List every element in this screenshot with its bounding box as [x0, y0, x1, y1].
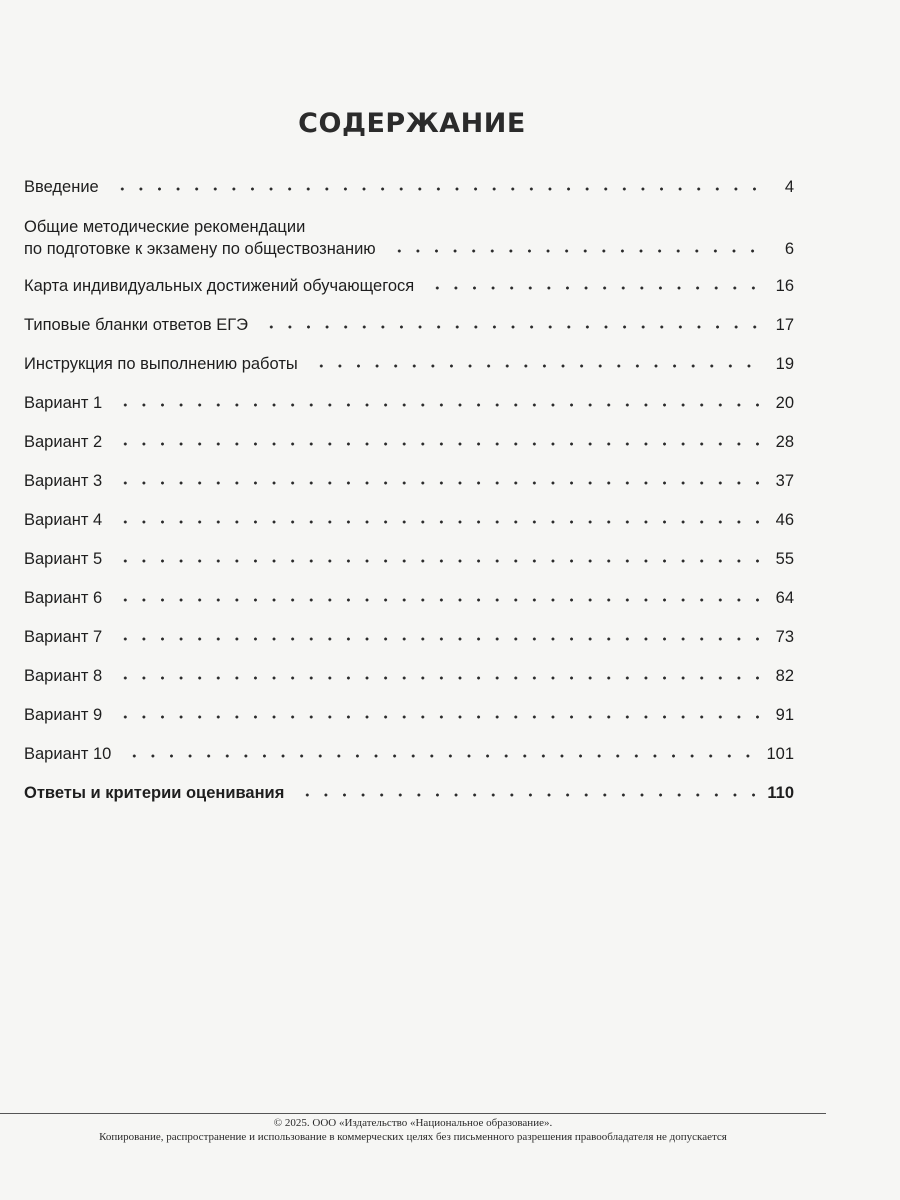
toc-page-number: 73 — [775, 628, 794, 646]
toc-entry — [24, 216, 794, 260]
toc-dot-leader — [110, 480, 765, 486]
toc-page-number: 64 — [775, 589, 794, 607]
toc-entry — [24, 176, 794, 198]
toc-dot-leader — [384, 248, 768, 254]
toc-entry-label: Вариант 1 — [24, 394, 103, 412]
toc-dot-leader — [292, 792, 757, 798]
footer-divider — [0, 1113, 826, 1114]
toc-entry — [24, 743, 794, 765]
toc-page-number: 28 — [775, 433, 794, 451]
toc-entry-label: Вариант 7 — [24, 628, 103, 646]
toc-entry — [24, 392, 794, 414]
toc-page-number: 20 — [775, 394, 794, 412]
toc-dot-leader — [119, 753, 756, 759]
toc-entry — [24, 626, 794, 648]
toc-entry-label: Введение — [24, 178, 99, 196]
toc-page-number: 46 — [775, 511, 794, 529]
toc-page-number: 55 — [775, 550, 794, 568]
toc-dot-leader — [306, 363, 766, 369]
toc-page-number: 4 — [784, 178, 794, 196]
toc-page-number: 91 — [775, 706, 794, 724]
toc-dot-leader — [107, 186, 768, 192]
toc-entry-label: Вариант 3 — [24, 472, 103, 490]
toc-page-number: 6 — [784, 240, 794, 258]
toc-page-number: 101 — [766, 745, 794, 763]
toc-page-number: 19 — [775, 355, 794, 373]
toc-entry-label: Вариант 5 — [24, 550, 103, 568]
toc-entry-label: Вариант 6 — [24, 589, 103, 607]
toc-page-number: 16 — [775, 277, 794, 295]
toc-dot-leader — [256, 324, 766, 330]
toc-entry — [24, 470, 794, 492]
toc-dot-leader — [110, 675, 765, 681]
toc-dot-leader — [110, 636, 765, 642]
toc-entry-label: Вариант 4 — [24, 511, 103, 529]
toc-entry-label: Типовые бланки ответов ЕГЭ — [24, 316, 248, 334]
toc-entry — [24, 704, 794, 726]
toc-entry — [24, 509, 794, 531]
toc-entry-label: Вариант 10 — [24, 745, 112, 763]
toc-dot-leader — [110, 597, 765, 603]
toc-entry — [24, 275, 794, 297]
toc-entry — [24, 548, 794, 570]
toc-entry — [24, 431, 794, 453]
toc-entry-label: Карта индивидуальных достижений обучающегося — [24, 277, 415, 295]
toc-entry-label: Вариант 9 — [24, 706, 103, 724]
page-title: СОДЕРЖАНИЕ — [298, 108, 526, 139]
toc-dot-leader — [422, 285, 765, 291]
footer-copyright: © 2025. ООО «Издательство «Национальное образование». — [273, 1117, 553, 1129]
toc-entry — [24, 353, 794, 375]
footer-notice: Копирование, распространение и использование в коммерческих целях без письменного разрешения правообладателя не допускается — [99, 1131, 727, 1143]
toc-dot-leader — [110, 558, 765, 564]
toc-entry — [24, 782, 794, 804]
toc-entry-label: Инструкция по выполнению работы — [24, 355, 298, 373]
toc-dot-leader — [110, 402, 765, 408]
toc-dot-leader — [110, 519, 765, 525]
toc-page-number: 17 — [775, 316, 794, 334]
toc-page-number: 37 — [775, 472, 794, 490]
toc-dot-leader — [110, 714, 765, 720]
toc-entry-label: Вариант 8 — [24, 667, 103, 685]
toc-entry — [24, 665, 794, 687]
toc-entry — [24, 314, 794, 336]
toc-page-number: 110 — [767, 784, 794, 802]
toc-entry-label: Общие методические рекомендации — [24, 218, 306, 236]
toc-entry-label: Ответы и критерии оценивания — [24, 784, 285, 802]
toc-entry-label: по подготовке к экзамену по обществознанию — [24, 240, 376, 258]
toc-entry-label: Вариант 2 — [24, 433, 103, 451]
toc-page-number: 82 — [775, 667, 794, 685]
toc-dot-leader — [110, 441, 765, 447]
toc-entry — [24, 587, 794, 609]
